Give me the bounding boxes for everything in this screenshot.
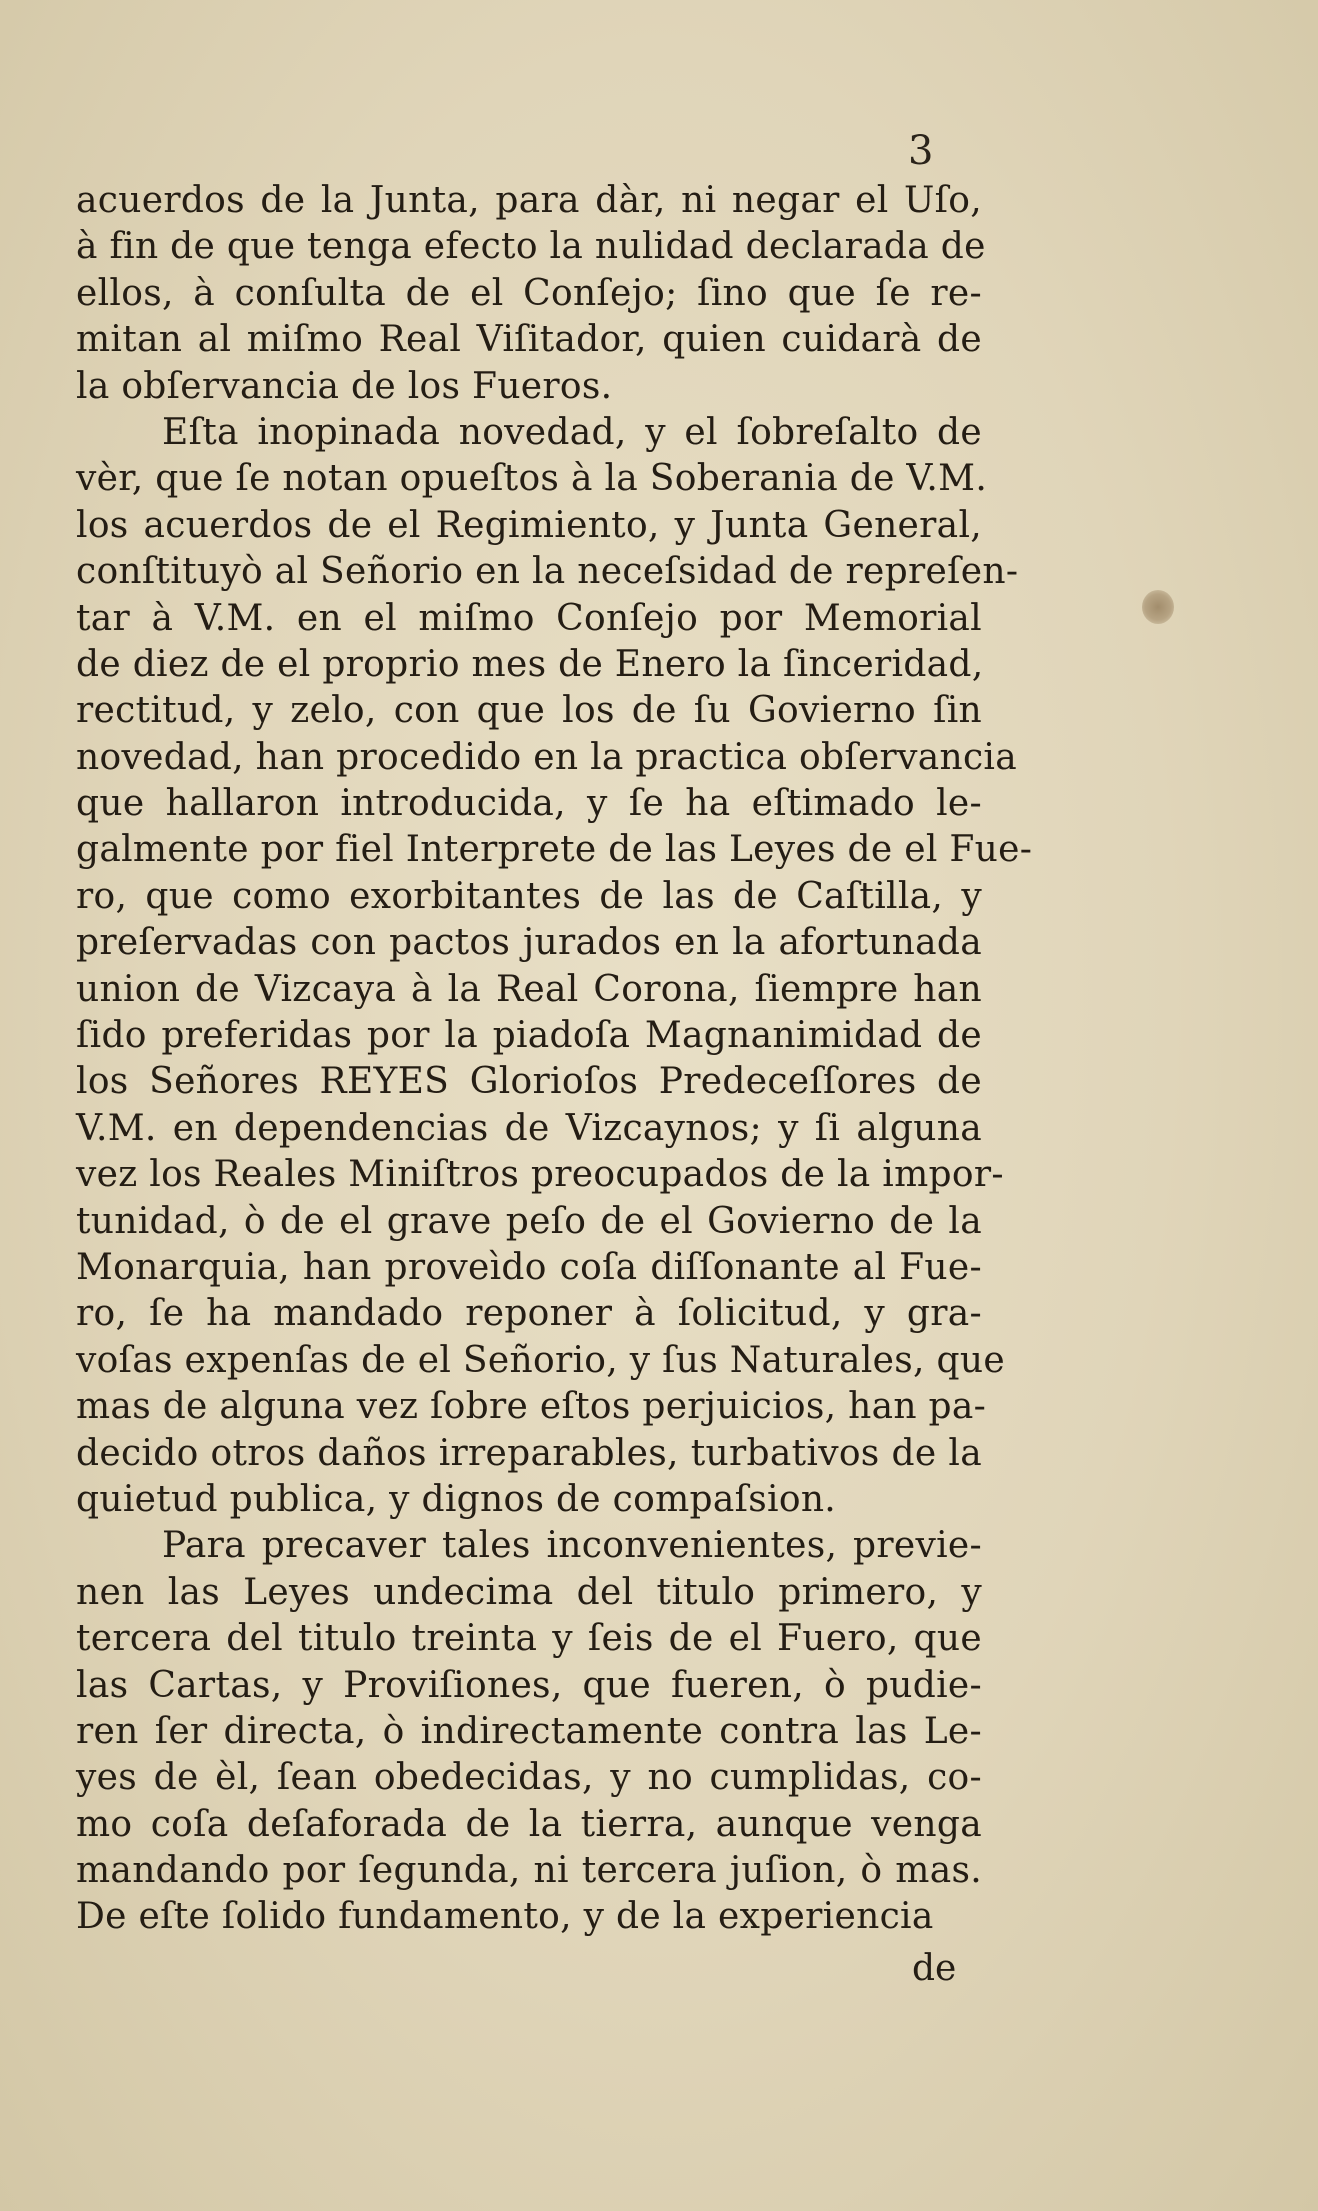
text-line: que hallaron introducida, y ſe ha eſtimado le- [76,783,982,825]
text-line: vez los Reales Miniſtros preocupados de la impor- [76,1154,1004,1196]
text-line: à fin de que tenga efecto la nulidad declarada de [76,226,986,268]
text-line: ſido preferidas por la piadoſa Magnanimidad de [76,1015,982,1057]
text-line: ellos, à conſulta de el Conſejo; ſino que ſe re- [76,272,982,314]
text-line: los Señores REYES Glorioſos Predeceſſores de [76,1061,982,1103]
text-line: conſtituyò al Señorio en la neceſsidad de repreſen- [76,551,1019,593]
text-line: decido otros daños irreparables, turbativos de la [76,1432,982,1474]
text-line: la obſervancia de los Fueros. [76,365,613,407]
text-line: tercera del titulo treinta y ſeis de el Fuero, que [76,1618,982,1660]
text-line: V.M. en dependencias de Vizcaynos; y ſi alguna [76,1107,982,1149]
text-line: nen las Leyes undecima del titulo primero, y [76,1571,982,1613]
text-line: Para precaver tales inconvenientes, previe- [162,1525,982,1567]
text-line: voſas expenſas de el Señorio, y ſus Naturales, que [76,1339,1005,1381]
text-line: galmente por fiel Interprete de las Leyes de el Fue- [76,829,1033,871]
text-line: mas de alguna vez ſobre eſtos perjuicios, han pa- [76,1386,987,1428]
text-line: yes de èl, ſean obedecidas, y no cumplidas, co- [76,1757,982,1799]
text-line: tar à V.M. en el miſmo Conſejo por Memorial [76,597,982,639]
text-line: acuerdos de la Junta, para dàr, ni negar el Uſo, [76,180,982,221]
text-line: union de Vizcaya à la Real Corona, ſiempre han [76,968,982,1010]
text-line: Eſta inopinada novedad, y el ſobreſalto de [162,411,982,453]
text-line: ro, ſe ha mandado reponer à ſolicitud, y gra- [76,1293,982,1335]
text-line: rectitud, y zelo, con que los de ſu Govierno ſin [76,690,982,732]
paper-stain [1142,590,1174,624]
text-line: novedad, han procedido en la practica obſervancia [76,736,1017,778]
text-line: los acuerdos de el Regimiento, y Junta General, [76,504,982,546]
text-line: Monarquia, han proveìdo coſa diſſonante al Fue- [76,1246,982,1288]
body-text [76,178,1033,1941]
text-line: ren ſer directa, ò indirectamente contra las Le- [76,1710,982,1752]
text-line: vèr, que ſe notan opueſtos à la Soberania de V.M. [76,458,988,500]
text-line: mo coſa deſaforada de la tierra, aunque venga [76,1803,982,1845]
text-line: preſervadas con pactos jurados en la afortunada [76,922,982,964]
text-line: tunidad, ò de el grave peſo de el Govierno de la [76,1200,982,1242]
catchword: de [912,1948,957,1989]
text-line: mitan al miſmo Real Viſitador, quien cuidarà de [76,319,982,361]
text-line: de diez de el proprio mes de Enero la ſinceridad, [76,643,984,685]
text-line: De eſte ſolido fundamento, y de la experiencia [76,1896,934,1938]
text-line: las Cartas, y Proviſiones, que fueren, ò pudie- [76,1664,982,1706]
text-line: ro, que como exorbitantes de las de Caſtilla, y [76,875,982,917]
text-line: quietud publica, y dignos de compaſsion. [76,1478,837,1520]
page-number: 3 [908,128,934,174]
text-line: mandando por ſegunda, ni tercera juſion, ò mas. [76,1850,982,1892]
